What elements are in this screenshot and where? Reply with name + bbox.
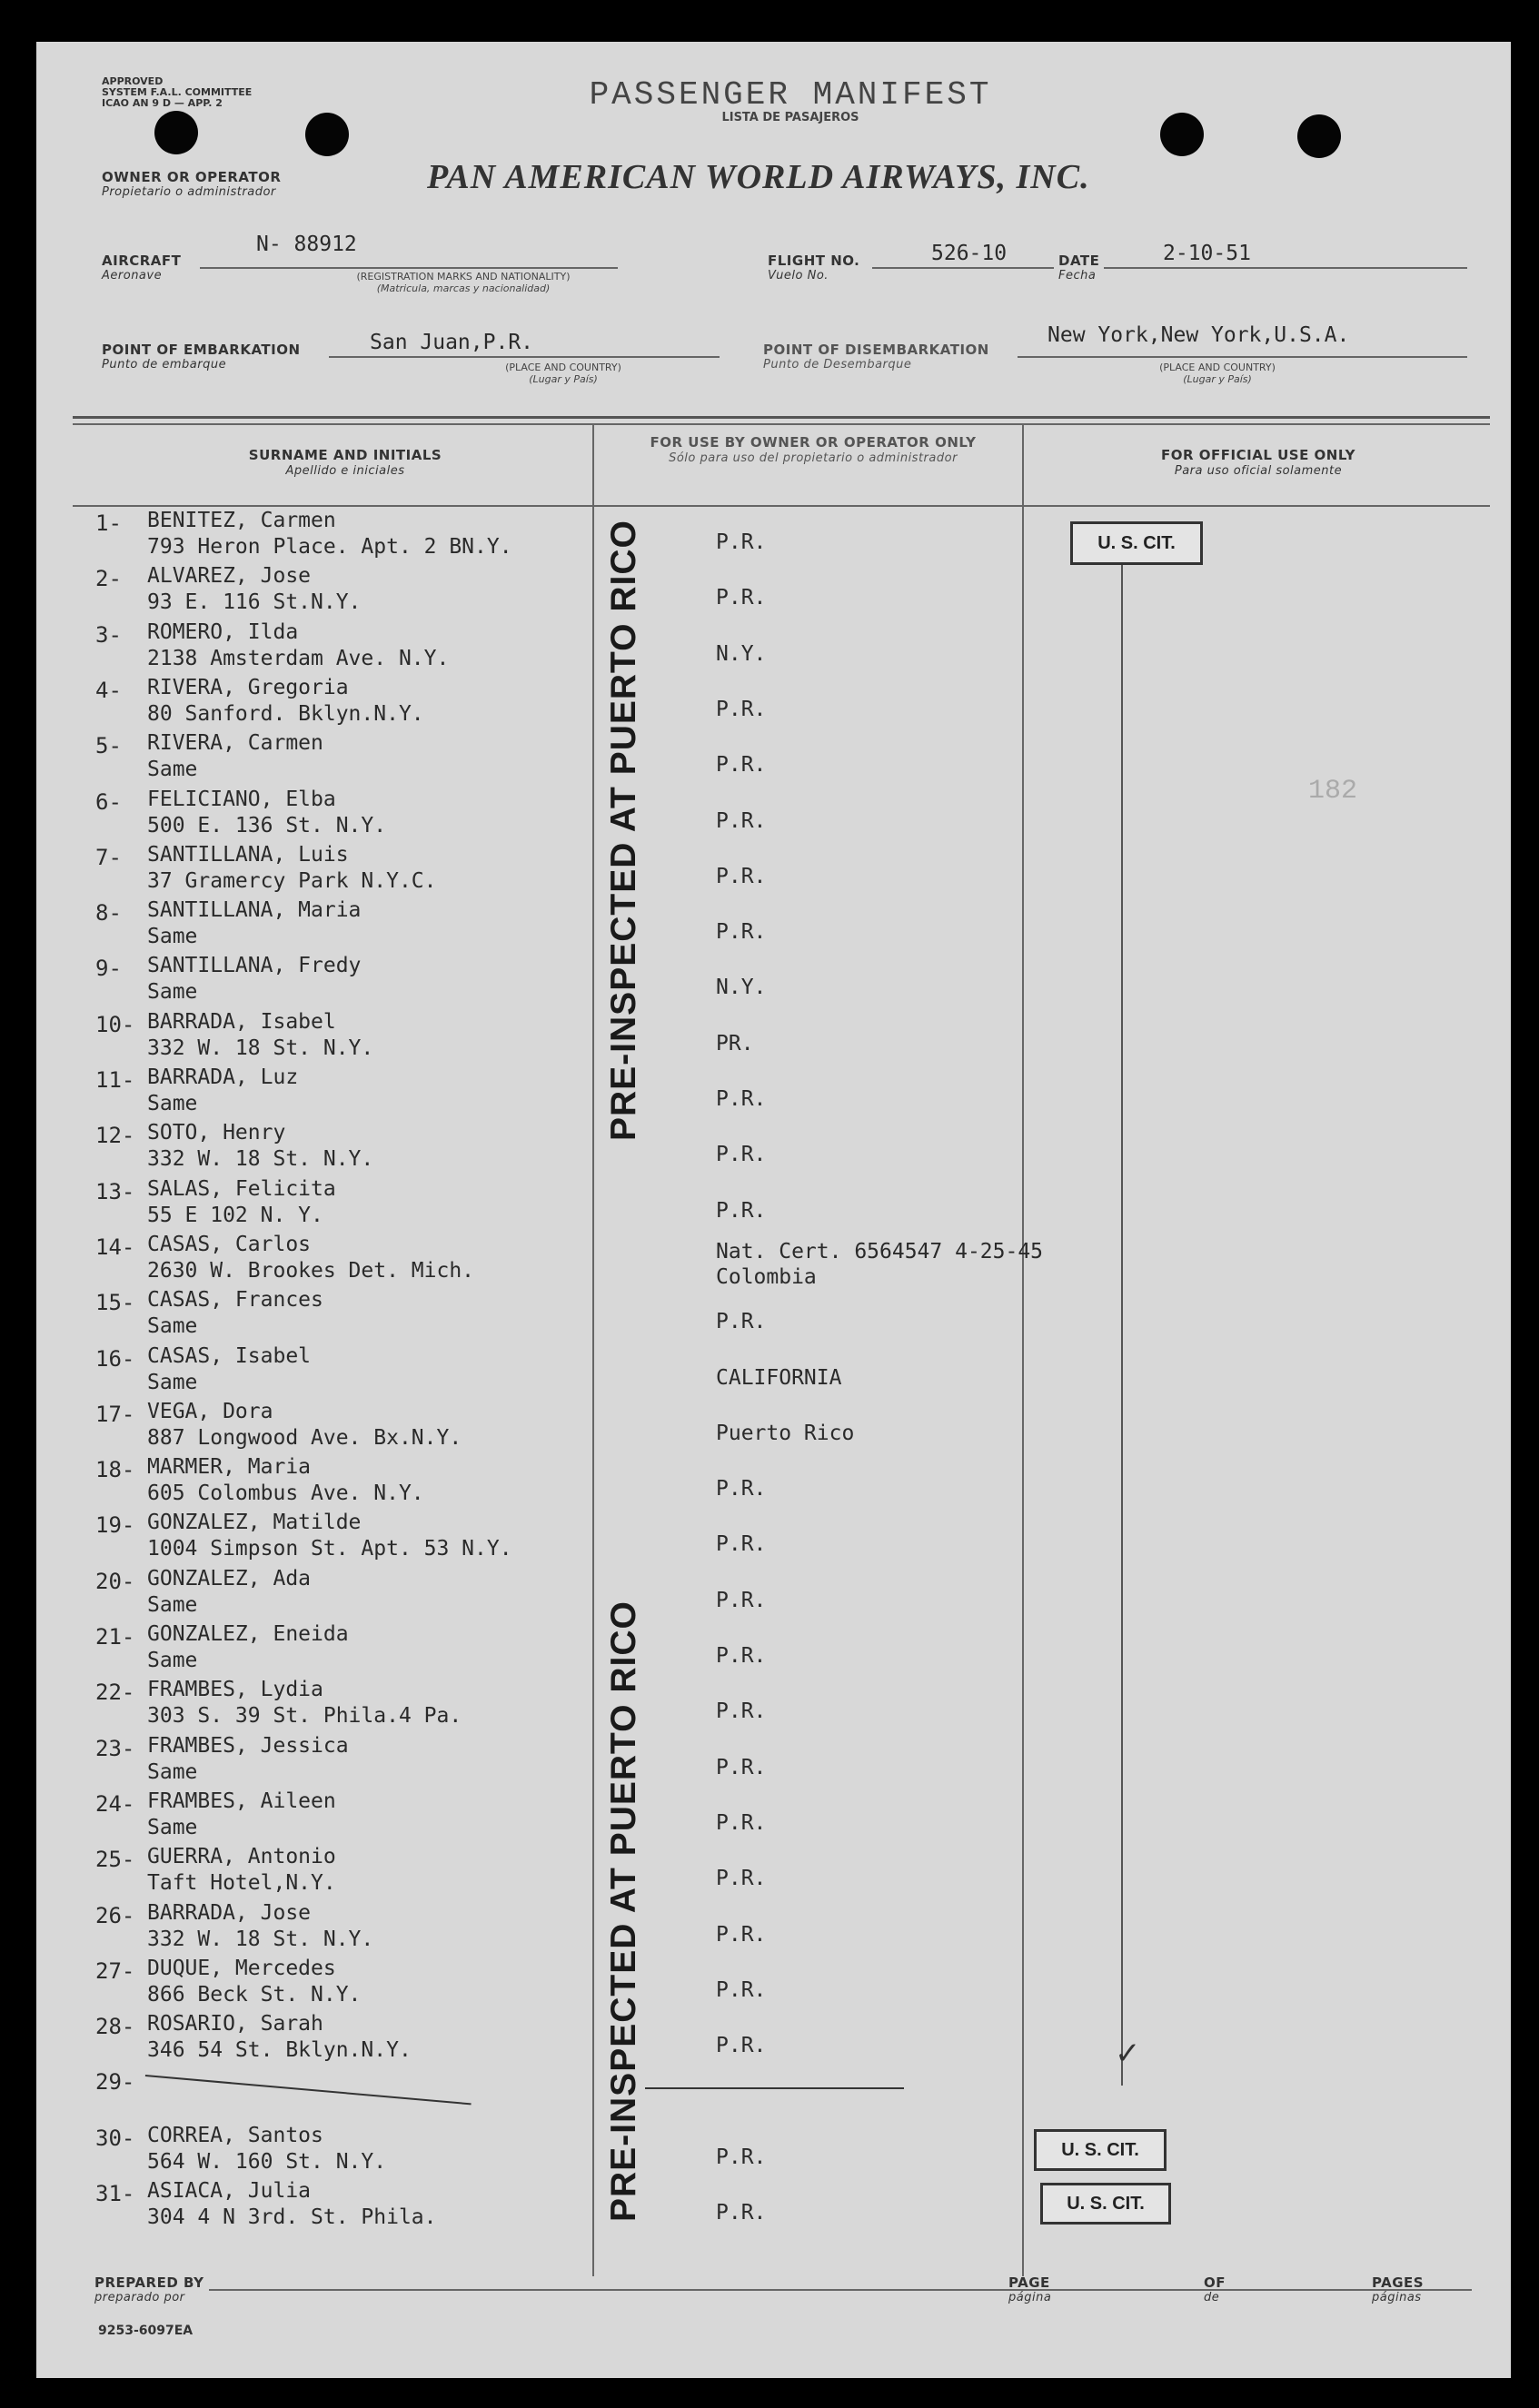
row-number: 6- [95, 788, 122, 815]
passenger-name: ALVAREZ, Jose [147, 564, 312, 589]
row-number: 29- [95, 2069, 135, 2096]
operator-note: P.R. [716, 1087, 767, 1111]
punch-hole [1297, 114, 1341, 158]
row-number: 19- [95, 1512, 135, 1539]
passenger-address: 37 Gramercy Park N.Y.C. [147, 868, 437, 893]
passenger-name: GONZALEZ, Matilde [147, 1511, 362, 1535]
passenger-name: GONZALEZ, Ada [147, 1566, 312, 1590]
passenger-address: 2630 W. Brookes Det. Mich. [147, 1258, 475, 1283]
flight-label: FLIGHT NO. Vuelo No. [768, 253, 860, 282]
form-title: PASSENGER MANIFEST [589, 76, 992, 114]
passenger-address: Same [147, 1314, 198, 1339]
passenger-name: CASAS, Carlos [147, 1232, 312, 1256]
form-subtitle: LISTA DE PASAJEROS [721, 111, 859, 124]
row-number: 7- [95, 844, 122, 870]
operator-note: P.R. [716, 586, 767, 610]
operator-note: P.R. [716, 2145, 767, 2169]
passenger-address: 93 E. 116 St.N.Y. [147, 590, 362, 615]
operator-note: P.R. [716, 530, 767, 554]
passenger-address: 304 4 N 3rd. St. Phila. [147, 2205, 437, 2229]
aircraft-label: AIRCRAFT Aeronave [102, 253, 182, 282]
check-mark: ✓ [1115, 2036, 1141, 2072]
table-row [36, 1344, 1511, 1399]
passenger-name: RIVERA, Gregoria [147, 675, 349, 699]
preinspected-stamp: PRE-INSPECTED AT PUERTO RICO [604, 520, 643, 1141]
table-row [36, 1121, 1511, 1175]
surname-column-header: SURNAME AND INITIALS Apellido e iniciales [248, 447, 442, 478]
passenger-address: Taft Hotel,N.Y. [147, 1871, 336, 1896]
date-value: 2-10-51 [1163, 242, 1251, 265]
passenger-address: 866 Beck St. N.Y. [147, 1982, 362, 2007]
row-number: 18- [95, 1457, 135, 1483]
passenger-address: 346 54 St. Bklyn.N.Y. [147, 2038, 412, 2063]
operator-note: P.R. [716, 864, 767, 888]
passenger-name: CASAS, Frances [147, 1288, 323, 1313]
table-row [36, 2124, 1511, 2178]
row-number: 1- [95, 510, 122, 536]
table-row [36, 1233, 1511, 1287]
table-row [36, 788, 1511, 842]
form-number: 9253-6097EA [98, 2324, 194, 2338]
table-row [36, 1065, 1511, 1120]
operator-note: P.R. [716, 1867, 767, 1891]
row-number: 30- [95, 2125, 135, 2151]
passenger-address: 303 S. 39 St. Phila.4 Pa. [147, 1704, 462, 1729]
row-number: 22- [95, 1680, 135, 1706]
row-number: 9- [95, 956, 122, 982]
passenger-name: SOTO, Henry [147, 1121, 286, 1145]
airline-name: PAN AMERICAN WORLD AIRWAYS, INC. [427, 158, 1090, 196]
row-number: 17- [95, 1401, 135, 1427]
passenger-name: VEGA, Dora [147, 1399, 273, 1423]
operator-note: CALIFORNIA [716, 1365, 842, 1390]
row-number: 16- [95, 1345, 135, 1372]
aircraft-caption: (REGISTRATION MARKS AND NATIONALITY) (Matricula, marcas y nacionalidad) [356, 271, 571, 294]
row-number: 20- [95, 1568, 135, 1594]
operator-note: P.R. [716, 697, 767, 721]
operator-note: P.R. [716, 1922, 767, 1947]
flight-value: 526-10 [931, 242, 1008, 265]
table-row [36, 2067, 1511, 2122]
table-row [36, 1957, 1511, 2011]
passenger-name: ASIACA, Julia [147, 2179, 312, 2203]
passenger-name: FRAMBES, Lydia [147, 1678, 323, 1702]
passenger-address: 500 E. 136 St. N.Y. [147, 813, 387, 837]
passenger-address: Same [147, 980, 198, 1005]
row-number: 27- [95, 1957, 135, 1984]
passenger-name: GUERRA, Antonio [147, 1845, 336, 1869]
table-row [36, 1734, 1511, 1789]
punch-hole [154, 111, 198, 154]
passenger-address: 332 W. 18 St. N.Y. [147, 1036, 374, 1060]
row-number: 4- [95, 677, 122, 703]
passenger-name: GONZALEZ, Eneida [147, 1622, 349, 1646]
operator-note: P.R. [716, 1588, 767, 1612]
embarkation-label: POINT OF EMBARKATION Punto de embarque [102, 342, 301, 372]
row-number: 24- [95, 1790, 135, 1817]
operator-note: P.R. [716, 1310, 767, 1334]
passenger-name: BARRADA, Isabel [147, 1009, 336, 1034]
passenger-address: Same [147, 925, 198, 949]
row-number: 13- [95, 1178, 135, 1204]
strike-line [645, 2087, 904, 2089]
table-row [36, 2179, 1511, 2234]
passenger-address: 80 Sanford. Bklyn.N.Y. [147, 701, 424, 726]
table-row [36, 1789, 1511, 1844]
passenger-address: Same [147, 1815, 198, 1839]
table-row [36, 620, 1511, 675]
table-row [36, 509, 1511, 563]
aircraft-value: N- 88912 [256, 233, 357, 256]
operator-note: P.R. [716, 1143, 767, 1167]
passenger-address: 332 W. 18 St. N.Y. [147, 1147, 374, 1172]
punch-hole [1160, 113, 1204, 156]
disembarkation-label: POINT OF DISEMBARKATION Punto de Desembarque [763, 342, 989, 372]
punch-hole [305, 113, 349, 156]
passenger-address: Same [147, 758, 198, 782]
passenger-address: 564 W. 160 St. N.Y. [147, 2149, 387, 2174]
table-row [36, 1511, 1511, 1565]
row-number: 14- [95, 1234, 135, 1260]
operator-note: P.R. [716, 2201, 767, 2225]
table-row [36, 676, 1511, 730]
row-number: 2- [95, 566, 122, 592]
of-label: OF de [1204, 2274, 1226, 2304]
table-row [36, 1845, 1511, 1899]
operator-note: P.R. [716, 1810, 767, 1835]
row-number: 26- [95, 1902, 135, 1928]
passenger-name: SANTILLANA, Luis [147, 842, 349, 867]
passenger-name: ROSARIO, Sarah [147, 2012, 323, 2036]
operator-note: Nat. Cert. 6564547 4-25-45 [716, 1239, 1044, 1263]
passenger-address: 887 Longwood Ave. Bx.N.Y. [147, 1425, 462, 1450]
operator-note: P.R. [716, 1977, 767, 2002]
table-row [36, 1177, 1511, 1232]
page-stamp-number: 182 [1308, 776, 1358, 807]
us-citizen-stamp: U. S. CIT. [1070, 521, 1203, 565]
passenger-name: FELICIANO, Elba [147, 787, 336, 811]
row-number: 23- [95, 1735, 135, 1761]
passenger-name: FRAMBES, Aileen [147, 1789, 336, 1813]
passenger-name: ROMERO, Ilda [147, 619, 299, 644]
row-number: 8- [95, 900, 122, 927]
embarkation-value: San Juan,P.R. [370, 331, 534, 354]
operator-note: N.Y. [716, 641, 767, 666]
row-number: 12- [95, 1123, 135, 1149]
passenger-address: Same [147, 1592, 198, 1617]
table-row [36, 2012, 1511, 2066]
operator-note-2: Colombia [716, 1264, 817, 1289]
passenger-name: MARMER, Maria [147, 1455, 312, 1480]
operator-note: P.R. [716, 920, 767, 945]
manifest-page [36, 42, 1511, 2378]
table-row [36, 564, 1511, 619]
passenger-name: FRAMBES, Jessica [147, 1733, 349, 1758]
passenger-address: 605 Colombus Ave. N.Y. [147, 1481, 424, 1506]
operator-column-header: FOR USE BY OWNER OR OPERATOR ONLY Sólo para uso del propietario o administrador [650, 434, 977, 465]
table-row [36, 1901, 1511, 1956]
page-label: PAGE página [1008, 2274, 1052, 2304]
operator-note: P.R. [716, 1699, 767, 1724]
disembarkation-value: New York,New York,U.S.A. [1048, 323, 1350, 347]
operator-note: Puerto Rico [716, 1421, 855, 1445]
operator-note: P.R. [716, 2034, 767, 2058]
operator-note: P.R. [716, 808, 767, 833]
passenger-address: 332 W. 18 St. N.Y. [147, 1927, 374, 1951]
operator-note: N.Y. [716, 976, 767, 1000]
passenger-address: Same [147, 1649, 198, 1672]
passenger-name: SANTILLANA, Maria [147, 898, 362, 923]
passenger-name: RIVERA, Carmen [147, 731, 323, 756]
passenger-name: SALAS, Felicita [147, 1176, 336, 1201]
operator-note: P.R. [716, 1198, 767, 1223]
passenger-address: Same [147, 1370, 198, 1394]
date-label: DATE Fecha [1058, 253, 1100, 282]
row-number: 5- [95, 733, 122, 759]
passenger-name: BENITEZ, Carmen [147, 509, 336, 532]
passenger-name: CORREA, Santos [147, 2123, 323, 2147]
operator-note: P.R. [716, 753, 767, 778]
table-row [36, 1678, 1511, 1732]
prepared-by-label: PREPARED BY preparado por [94, 2274, 204, 2304]
passenger-address: Same [147, 1759, 198, 1784]
operator-note: P.R. [716, 1644, 767, 1668]
passenger-address: 55 E 102 N. Y. [147, 1203, 323, 1227]
row-number: 21- [95, 1624, 135, 1650]
table-row [36, 898, 1511, 953]
row-number: 15- [95, 1290, 135, 1316]
official-column-header: FOR OFFICIAL USE ONLY Para uso oficial solamente [1161, 447, 1355, 478]
passenger-name: CASAS, Isabel [147, 1343, 312, 1368]
approval-note: APPROVED SYSTEM F.A.L. COMMITTEE ICAO AN 9 D — APP. 2 [102, 75, 253, 109]
row-number: 25- [95, 1847, 135, 1873]
passenger-name: BARRADA, Luz [147, 1065, 299, 1089]
table-row [36, 1567, 1511, 1621]
row-number: 11- [95, 1067, 135, 1093]
passenger-address: 2138 Amsterdam Ave. N.Y. [147, 646, 450, 670]
passenger-name: DUQUE, Mercedes [147, 1956, 336, 1980]
table-row [36, 843, 1511, 897]
passenger-name: SANTILLANA, Fredy [147, 954, 362, 978]
table-row [36, 1010, 1511, 1065]
passenger-address: 1004 Simpson St. Apt. 53 N.Y. [147, 1537, 512, 1561]
operator-note: PR. [716, 1031, 754, 1055]
passenger-address: 793 Heron Place. Apt. 2 BN.Y. [147, 535, 512, 559]
row-number: 10- [95, 1011, 135, 1037]
table-row [36, 731, 1511, 786]
owner-label: OWNER OR OPERATOR Propietario o administrador [102, 169, 282, 199]
operator-note: P.R. [716, 1532, 767, 1557]
row-number: 3- [95, 621, 122, 648]
operator-note: P.R. [716, 1755, 767, 1779]
table-row [36, 1288, 1511, 1343]
table-row [36, 954, 1511, 1008]
embarkation-caption: (PLACE AND COUNTRY) (Lugar y País) [505, 362, 621, 385]
preinspected-stamp: PRE-INSPECTED AT PUERTO RICO [604, 1600, 643, 2222]
table-row [36, 1455, 1511, 1510]
table-row [36, 1622, 1511, 1677]
passenger-name: BARRADA, Jose [147, 1900, 312, 1925]
pages-label: PAGES páginas [1372, 2274, 1425, 2304]
row-number: 28- [95, 2014, 135, 2040]
row-number: 31- [95, 2181, 135, 2206]
table-row [36, 1400, 1511, 1454]
us-citizen-stamp: U. S. CIT. [1040, 2183, 1171, 2225]
us-citizen-stamp: U. S. CIT. [1034, 2129, 1167, 2171]
operator-note: P.R. [716, 1477, 767, 1501]
disembarkation-caption: (PLACE AND COUNTRY) (Lugar y País) [1159, 362, 1276, 385]
passenger-address: Same [147, 1092, 198, 1115]
